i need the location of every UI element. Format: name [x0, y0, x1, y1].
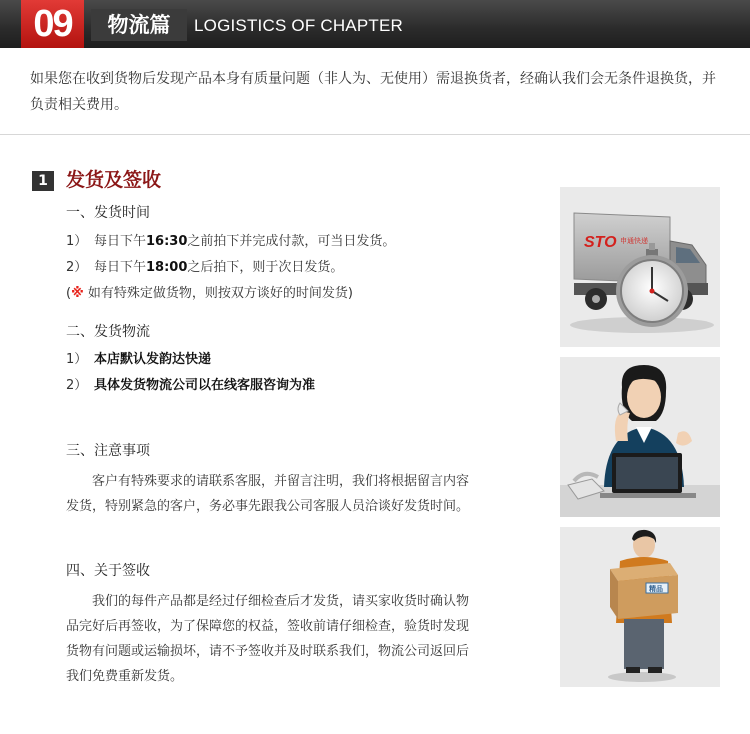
chapter-title-en: LOGISTICS OF CHAPTER: [194, 16, 403, 35]
shipping-time-heading: 一、发货时间: [66, 205, 150, 221]
truck-logo: STO: [584, 234, 617, 251]
note-text: 如有特殊定做货物，则按双方谈好的时间发货): [83, 286, 353, 301]
customer-service-icon: [560, 357, 720, 517]
item-index: 2）: [66, 378, 88, 393]
note-mark: ※: [71, 286, 84, 301]
shipping-logistics-heading: 二、发货物流: [66, 324, 150, 340]
notes-paragraph: 客户有特殊要求的请联系客服，并留言注明，我们将根据留言内容发货，特别紧急的客户，务必事先跟我公司客服人员洽谈好发货时间。: [66, 474, 470, 514]
chapter-number: 09: [33, 3, 72, 45]
item-prefix: 每日下午: [94, 234, 147, 249]
item-time: 16:30: [146, 234, 188, 249]
item-text: 本店默认发韵达快递: [94, 352, 212, 367]
delivery-man-image: [560, 527, 720, 687]
item-suffix: 之后拍下，则于次日发货。: [187, 260, 344, 275]
chapter-title-cn: 物流篇: [91, 9, 187, 41]
item-index: 2）: [66, 260, 88, 275]
section-title: 发货及签收: [66, 169, 162, 191]
truck-icon: [560, 187, 720, 347]
logistics-item: [66, 376, 315, 396]
section-number-badge: 1: [32, 171, 54, 191]
item-time: 18:00: [146, 260, 188, 275]
logistics-item: [66, 350, 211, 370]
item-text: 具体发货物流公司以在线客服咨询为准: [94, 378, 316, 393]
item-index: 1）: [66, 352, 88, 367]
note-open: (: [66, 286, 72, 301]
receipt-paragraph: 我们的每件产品都是经过仔细检查后才发货，请买家收货时确认物品完好后再签收，为了保障您的权益，签收前请仔细检查，验货时发现货物有问题或运输损坏，请不予签收并及时联系我们，物流公司返回后我们免费重新发货。: [66, 594, 470, 684]
customer-service-image: [560, 357, 720, 517]
truck-logo-sub: 申通快递: [620, 237, 648, 245]
receipt-heading: 四、关于签收: [66, 563, 150, 579]
shipping-time-note: [66, 284, 353, 304]
item-suffix: 之前拍下并完成付款，可当日发货。: [187, 234, 396, 249]
truck-stopwatch-image: [560, 187, 720, 347]
item-index: 1）: [66, 234, 88, 249]
shipping-time-item: [66, 232, 395, 252]
delivery-man-icon: [560, 527, 720, 687]
intro-paragraph: 如果您在收到货物后发现产品本身有质量问题（非人为、无使用）需退换货者，经确认我们会无条件退换货，并负责相关费用。: [30, 71, 716, 113]
item-prefix: 每日下午: [94, 260, 147, 275]
divider: [0, 134, 750, 135]
notes-heading: 三、注意事项: [66, 443, 150, 459]
box-label: 精品: [649, 585, 663, 593]
shipping-time-item: [66, 258, 343, 278]
